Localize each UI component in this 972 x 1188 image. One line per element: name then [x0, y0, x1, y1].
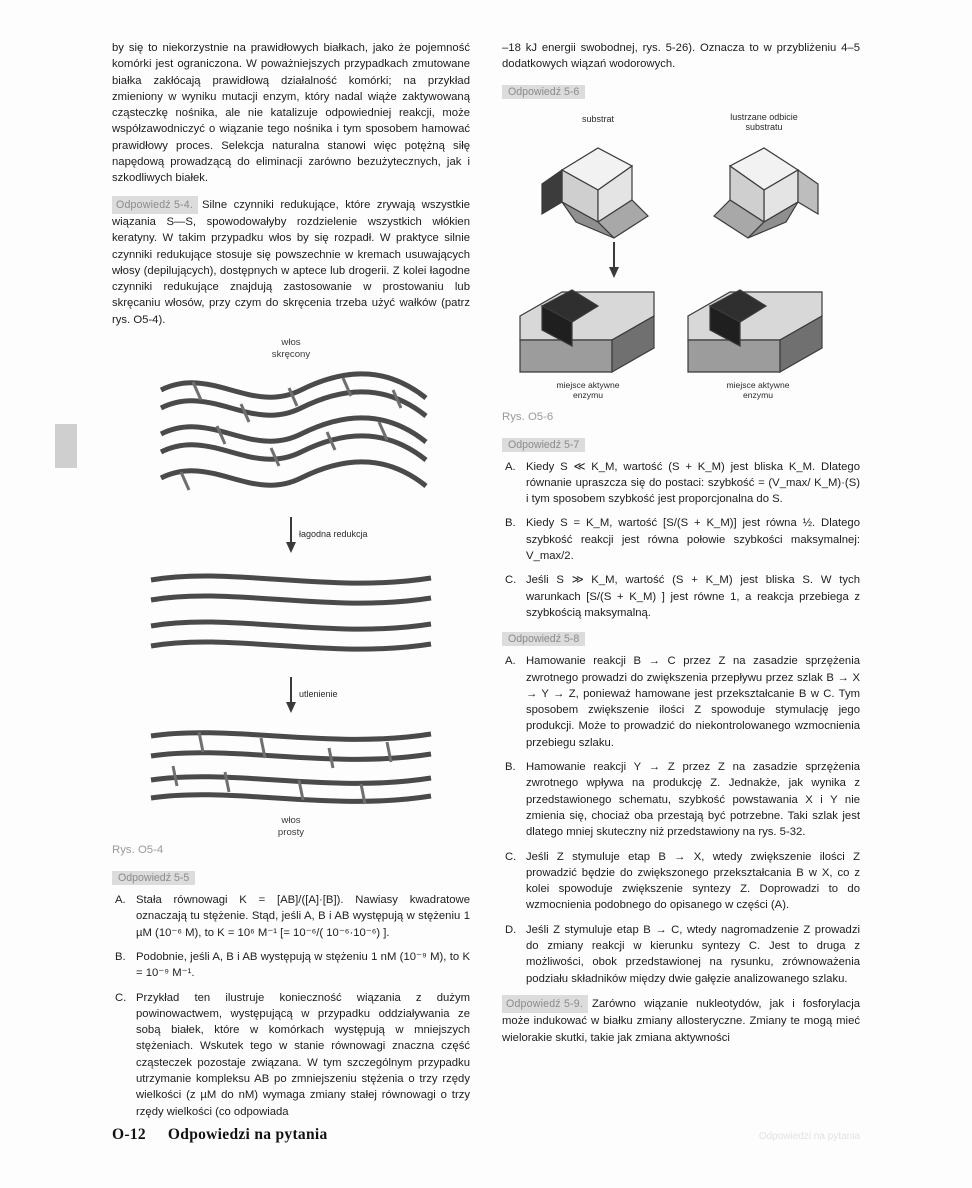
list-item-marker: B. [115, 950, 126, 963]
list-item-text: Kiedy S ≪ K_M, wartość (S + K_M) jest bliska K_M. Dlatego równanie upraszcza się do postaci: szybkość = (V_max/ K_M)·(S) i tym sposobem szybkość jest proporcjonalna do S. [526, 460, 860, 506]
figure-o5-6 [502, 110, 860, 405]
list-item-marker: B. [505, 517, 516, 530]
list-item-text: Jeśli Z stymuluje etap B → X, wtedy zwiększenie ilości Z prowadzić będzie do zwiększonego przekształcania B w X, co z kolei spowoduje zwiększenie syntezy Z. Doprowadzi to do wzmocnienia podobnego do opisanego w części (A). [526, 850, 860, 912]
answer-5-8-list [502, 653, 860, 987]
list-item-text: Kiedy S = K_M, wartość [S/(S + K_M)] jest równa ½. Dlatego szybkość reakcji jest równa połowie szybkości maksymalnej: V_max/2. [526, 517, 860, 563]
list-item-text: Stała równowagi K = [AB]/([A]·[B]). Nawiasy kwadratowe oznaczają tu stężenie. Stąd, jeśli A, B i AB występują w stężeniu 1 µM (10⁻⁶ M), to K = 10⁶ M⁻¹ [= 10⁻⁶/( 10⁻⁶·10⁻⁶) ]. [136, 894, 470, 939]
list-item [112, 949, 470, 982]
left-column [112, 40, 470, 1128]
page-edge-marker [55, 424, 77, 468]
list-item-text: Hamowanie reakcji Y → Z przez Z na zasadzie sprzężenia zwrotnego wpływa na produkcję Z. Jednakże, jak wynika z przedstawionego schematu, szybkość powstawania X i Y nie zmienia się, chociaż oba przestają być potrzebne. Taki szlak jest dlatego mniej skuteczny niż przedstawiony na rys. 5-32. [526, 761, 860, 839]
answer-5-4-paragraph [112, 196, 470, 328]
list-item-marker: A. [115, 894, 126, 907]
list-item [112, 990, 470, 1120]
list-item [502, 849, 860, 914]
answer-5-5-tag: Odpowiedź 5-5 [112, 871, 195, 885]
svg-text:łagodna redukcja: łagodna redukcja [299, 529, 368, 540]
list-item [502, 759, 860, 840]
figure-o5-4-straightened-hair-diagram [121, 560, 461, 670]
answer-5-4-tag: Odpowiedź 5-4. [112, 196, 198, 214]
list-item-marker: D. [505, 923, 517, 936]
figure-o5-4-crosslinked-hair-diagram [121, 720, 461, 810]
left-intro-paragraph: by się to niekorzystnie na prawidłowych białkach, jako że pojemność komórki jest ograniczona. W poważniejszych przypadkach zmutowane białka zakłócają prawidłową działalność komórki; na przykład zmieniony w wyniku mutacji enzym, który nadal wiąże zaktywowaną cząsteczkę nośnika, ale nie katalizuje odpowiedniej reakcji, może współzawodniczyć o wiązanie tego nośnika i tym sposobem hamować prawidłowy proces. Selekcja naturalna stanowi więc potężną siłę napędową prowadzącą do eliminacji zarówno bezużytecznych, jak i szkodliwych białek. [112, 42, 470, 185]
figure-o5-4-arrow-1 [121, 515, 461, 555]
figure-o5-4-caption: Rys. O5-4 [112, 844, 164, 857]
svg-text:enzymu: enzymu [742, 389, 774, 400]
figure-o5-4 [112, 337, 470, 838]
svg-text:substrat: substrat [581, 113, 615, 124]
list-item-marker: C. [505, 574, 517, 587]
list-item [502, 459, 860, 508]
answer-5-6-tag: Odpowiedź 5-6 [502, 85, 585, 99]
figure-o5-4-bottom-label: włos prosty [277, 815, 305, 838]
answer-5-9-text: Zarówno wiązanie nukleotydów, jak i fosforylacja może indukować w białku zmiany allosteryczne. Zmiany te mogą mieć wielorakie skutki, takie jak zmiana aktywności [502, 997, 860, 1044]
footer-title: Odpowiedzi na pytania [167, 1126, 328, 1143]
list-item-marker: C. [505, 850, 517, 863]
figure-o5-6-enzyme-substrate-diagram [502, 110, 860, 400]
list-item-text: Jeśli S ≫ K_M, wartość (S + K_M) jest bliska S. W tych warunkach [S/(S + K_M) ] jest równe 1, a reakcja przebiega z szybkością maksymalną. [526, 574, 860, 619]
list-item-text: Jeśli Z stymuluje etap B → C, wtedy nagromadzenie Z prowadzi do zmiany reakcji w kierunku syntezy C. Jest to druga z możliwości, obok przedstawionej na rysunku, zrównoważenia podziału składników między dwie gałęzie analizowanego szlaku. [526, 923, 860, 985]
answer-5-8-block [502, 629, 860, 987]
list-item [112, 892, 470, 941]
figure-o5-4-top-label: włos skręcony [271, 337, 311, 360]
footer-ghost-text: Odpowiedzi na pytania [758, 1131, 860, 1142]
answer-5-7-list [502, 459, 860, 622]
list-item-text: Hamowanie reakcji B → C przez Z na zasadzie sprzężenia zwrotnego prowadzi do zwiększenia przepływu przez szlak B → X → Y → Z, ponieważ hamowane jest przekształcanie B w C. Tym sposobem zwiększenie ilości Z spowoduje stymulację jego produkcji. Może to prowadzić do niekontrolowanego wzmocnienia przebiegu szlaku. [526, 655, 860, 749]
list-item [502, 515, 860, 564]
svg-text:miejsce aktywne: miejsce aktywne [726, 379, 790, 390]
svg-text:utlenienie: utlenienie [299, 689, 338, 700]
figure-o5-4-arrow-2 [121, 675, 461, 715]
answer-5-5-list [112, 892, 470, 1120]
svg-text:lustrzane odbicie: lustrzane odbicie [730, 111, 798, 122]
list-item [502, 922, 860, 987]
list-item-text: Przykład ten ilustruje konieczność wiązania z dużym powinowactwem, występującą w przypadku oddziaływania ze sobą białek, które w komórkach występują w mniejszych stężeniach. Wskutek tego w stanie równowagi znaczna część cząsteczek pozostaje związana. W tym szczególnym przypadku utrzymanie kompleksu AB po zmniejszeniu stężenia o trzy rzędy wielkości (z µM do nM) wymaga zmiany stałej równowagi o trzy rzędy wielkości (co odpowiada [136, 991, 470, 1118]
answer-5-8-tag: Odpowiedź 5-8 [502, 632, 585, 646]
page-footer [112, 1126, 328, 1144]
answer-5-5-block [112, 868, 470, 1120]
figure-o5-6-caption: Rys. O5-6 [502, 410, 554, 423]
right-intro-paragraph: –18 kJ energii swobodnej, rys. 5-26). Oznacza to w przybliżeniu 4–5 dodatkowych wiązań wodorowych. [502, 42, 860, 71]
svg-text:miejsce aktywne: miejsce aktywne [556, 379, 620, 390]
answer-5-7-tag: Odpowiedź 5-7 [502, 438, 585, 452]
list-item-marker: B. [505, 761, 516, 774]
answer-5-4-text: Silne czynniki redukujące, które zrywają wszystkie wiązania S—S, spowodowałyby rozdzielenie wszystkich włókien keratyny. W takim przypadku włos by się rozpadł. W praktyce silnie czynniki redukujące stosuje się powszechnie w kremach usuwających włosy (depilujących), dostępnych w aptece lub drogerii. Z kolei łagodne czynniki redukujące znajdują zastosowanie w prostowaniu lub skręcaniu włosów, przy czym do skręcenia trzeba użyć wałków (patrz rys. O5-4). [112, 198, 470, 326]
answer-5-7-block [502, 435, 860, 622]
figure-o5-4-curly-hair-diagram [121, 360, 461, 510]
list-item-marker: C. [115, 991, 127, 1004]
answer-5-9-paragraph [502, 995, 860, 1046]
list-item [502, 653, 860, 751]
list-item-text: Podobnie, jeśli A, B i AB występują w stężeniu 1 nM (10⁻⁹ M), to K = 10⁻⁹ M⁻¹. [136, 950, 470, 980]
list-item-marker: A. [505, 460, 516, 473]
answer-5-9-tag: Odpowiedź 5-9. [502, 995, 588, 1013]
right-column [502, 40, 860, 1128]
list-item [502, 572, 860, 621]
two-column-body [112, 40, 860, 1128]
list-item-marker: A. [505, 655, 516, 668]
svg-text:substratu: substratu [745, 121, 783, 132]
svg-text:enzymu: enzymu [572, 389, 604, 400]
page-number: O-12 [112, 1126, 146, 1143]
